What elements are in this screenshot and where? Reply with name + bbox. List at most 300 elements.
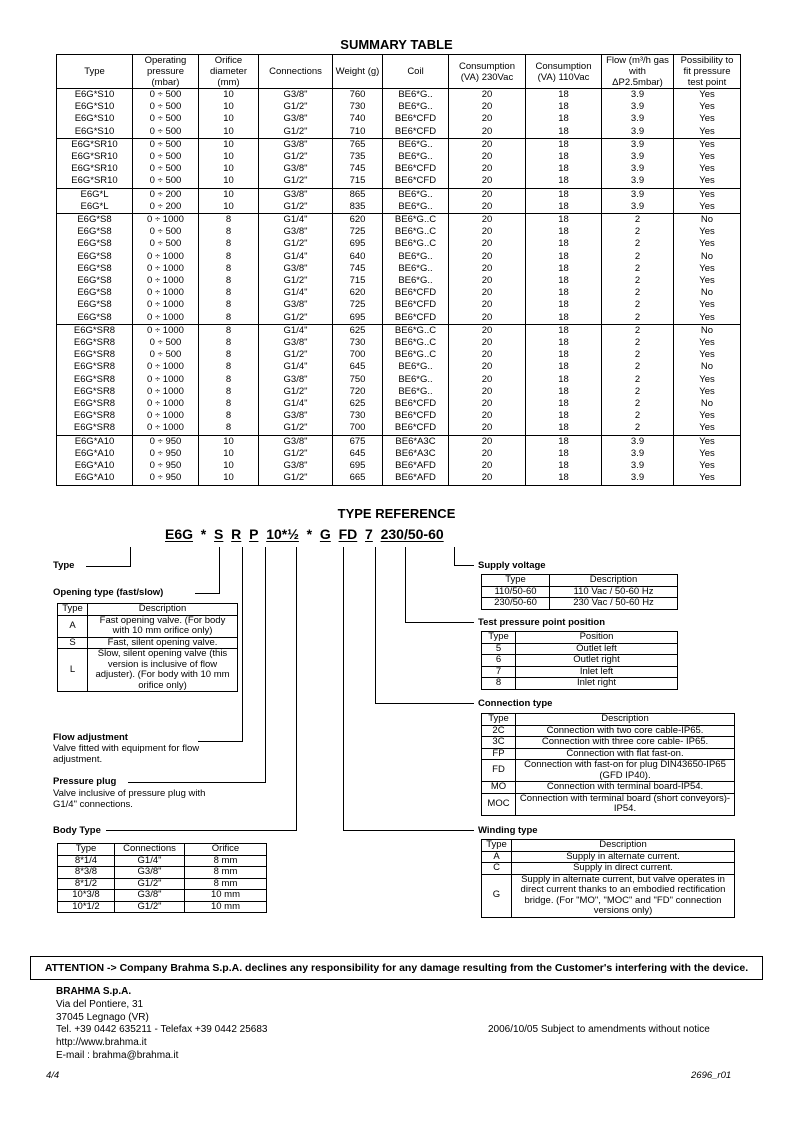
summary-cell: Yes [674,151,741,163]
summary-header-cell: Consumption (VA) 110Vac [526,55,602,89]
summary-cell: G3/8" [259,163,333,175]
summary-cell: BE6*CFD [383,113,449,125]
summary-cell: 2 [602,263,674,275]
summary-row [57,324,741,337]
summary-cell: 8 [199,299,259,311]
code-segment: S [214,526,224,542]
summary-cell: 2 [602,374,674,386]
summary-cell: 20 [449,151,526,163]
summary-cell: 20 [449,214,526,227]
summary-header-cell: Consumption (VA) 230Vac [449,55,526,89]
ref-cell: G1/4" [115,855,185,867]
page-number: 4/4 [46,1070,60,1081]
summary-cell: BE6*CFD [383,287,449,299]
summary-cell: 8 [199,275,259,287]
summary-cell: 675 [333,435,383,448]
ref-header-row [482,632,678,644]
summary-cell: 10 [199,89,259,102]
ref-cell: Inlet right [516,678,678,690]
summary-cell: 725 [333,226,383,238]
summary-cell: 18 [526,435,602,448]
summary-header-cell: Weight (g) [333,55,383,89]
summary-cell: 700 [333,422,383,435]
label-opening-type: Opening type (fast/slow) [53,587,164,598]
summary-cell: 730 [333,101,383,113]
label-supply-voltage: Supply voltage [478,560,546,571]
summary-cell: 0 ÷ 200 [133,201,199,214]
summary-cell: 0 ÷ 950 [133,435,199,448]
summary-cell: 18 [526,287,602,299]
summary-cell: G3/8" [259,460,333,472]
summary-row [57,175,741,188]
ref-cell: 110 Vac / 50-60 Hz [550,586,678,598]
summary-cell: 18 [526,374,602,386]
summary-cell: 8 [199,422,259,435]
summary-cell: E6G*A10 [57,472,133,485]
summary-cell: G1/4" [259,361,333,373]
summary-cell: BE6*G.. [383,361,449,373]
code-separator: * [306,526,313,542]
summary-cell: 3.9 [602,435,674,448]
code-segment: 230/50-60 [380,526,444,542]
ref-cell: Slow, silent opening valve (this version is inclusive of flow adjuster). (For body with 10 mm orifice only) [88,649,238,692]
summary-cell: E6G*SR8 [57,374,133,386]
summary-cell: 20 [449,312,526,325]
summary-cell: 18 [526,472,602,485]
summary-cell: 2 [602,349,674,361]
summary-cell: E6G*S8 [57,251,133,263]
summary-cell: 2 [602,238,674,250]
email-link[interactable]: E-mail : brahma@brahma.it [56,1050,179,1061]
summary-row [57,201,741,214]
summary-cell: 20 [449,275,526,287]
summary-cell: Yes [674,435,741,448]
summary-cell: G3/8" [259,410,333,422]
summary-cell: 18 [526,386,602,398]
summary-cell: G3/8" [259,113,333,125]
summary-cell: Yes [674,138,741,151]
ref-header-cell: Position [516,632,678,644]
summary-cell: E6G*SR8 [57,422,133,435]
summary-cell: E6G*A10 [57,448,133,460]
code-segment: 10*½ [266,526,299,542]
summary-cell: G3/8" [259,89,333,102]
ref-cell: C [482,863,512,875]
summary-cell: 0 ÷ 500 [133,337,199,349]
ref-cell: 8*1/4 [58,855,115,867]
summary-cell: 0 ÷ 500 [133,89,199,102]
summary-row [57,214,741,227]
summary-cell: BE6*G..C [383,337,449,349]
code-separator: * [200,526,207,542]
ref-cell: 10 mm [185,890,267,902]
summary-cell: 20 [449,422,526,435]
summary-cell: 18 [526,324,602,337]
summary-cell: G1/2" [259,151,333,163]
ref-cell: Supply in direct current. [512,863,735,875]
summary-cell: G1/2" [259,349,333,361]
summary-cell: 8 [199,386,259,398]
summary-cell: 10 [199,163,259,175]
ref-row [58,901,267,913]
pressure-plug-desc: Valve inclusive of pressure plug with G1/4" connections. [53,788,206,810]
summary-cell: 3.9 [602,163,674,175]
summary-cell: 18 [526,251,602,263]
summary-cell: G3/8" [259,337,333,349]
summary-cell: 2 [602,287,674,299]
summary-cell: E6G*SR8 [57,386,133,398]
summary-cell: BE6*CFD [383,299,449,311]
summary-cell: BE6*G..C [383,214,449,227]
summary-row [57,226,741,238]
summary-cell: E6G*S10 [57,89,133,102]
ref-row [482,782,735,794]
attention-notice: ATTENTION -> Company Brahma S.p.A. declines any responsibility for any damage resulting from the Customer's interfering with the device. [30,956,763,980]
summary-cell: Yes [674,275,741,287]
phone-fax: Tel. +39 0442 635211 - Telefax +39 0442 25683 [56,1024,268,1035]
summary-cell: 730 [333,410,383,422]
summary-cell: Yes [674,175,741,188]
ref-row [482,655,678,667]
summary-cell: 2 [602,275,674,287]
address-line-2: 37045 Legnago (VR) [56,1012,149,1023]
summary-cell: 3.9 [602,175,674,188]
summary-cell: 20 [449,188,526,201]
summary-cell: 745 [333,263,383,275]
summary-cell: 18 [526,163,602,175]
summary-cell: 0 ÷ 1000 [133,312,199,325]
website-link[interactable]: http://www.brahma.it [56,1037,147,1048]
ref-cell: 8*3/8 [58,867,115,879]
summary-cell: Yes [674,374,741,386]
ref-row [482,666,678,678]
ref-header-cell: Description [550,575,678,587]
summary-row [57,337,741,349]
code-segment: G [319,526,331,542]
summary-cell: 8 [199,263,259,275]
summary-cell: 20 [449,435,526,448]
ref-cell: MOC [482,793,516,815]
summary-cell: 740 [333,113,383,125]
summary-cell: 0 ÷ 500 [133,151,199,163]
summary-row [57,89,741,102]
summary-cell: BE6*CFD [383,410,449,422]
summary-cell: Yes [674,386,741,398]
summary-cell: 0 ÷ 500 [133,226,199,238]
summary-cell: 10 [199,435,259,448]
summary-cell: 695 [333,238,383,250]
summary-cell: 720 [333,386,383,398]
summary-cell: 0 ÷ 500 [133,163,199,175]
summary-cell: 18 [526,410,602,422]
summary-cell: E6G*S8 [57,312,133,325]
summary-cell: BE6*CFD [383,175,449,188]
code-segment: 7 [365,526,373,542]
summary-cell: 20 [449,263,526,275]
label-connection-type: Connection type [478,698,553,709]
summary-cell: BE6*G..C [383,226,449,238]
ref-cell: 2C [482,725,516,737]
summary-cell: 8 [199,410,259,422]
summary-cell: 18 [526,238,602,250]
ref-row [58,878,267,890]
summary-cell: BE6*AFD [383,472,449,485]
summary-cell: E6G*S8 [57,226,133,238]
summary-cell: 10 [199,188,259,201]
ref-cell: Connection with terminal board (short conveyors)-IP54. [516,793,735,815]
summary-row [57,287,741,299]
summary-cell: G1/4" [259,287,333,299]
ref-cell: MO [482,782,516,794]
summary-row [57,238,741,250]
summary-cell: 2 [602,398,674,410]
ref-cell: A [482,851,512,863]
summary-cell: Yes [674,410,741,422]
summary-cell: BE6*G.. [383,275,449,287]
summary-cell: 20 [449,398,526,410]
summary-cell: E6G*S8 [57,275,133,287]
summary-cell: E6G*SR10 [57,151,133,163]
label-type: Type [53,560,75,571]
summary-cell: E6G*A10 [57,460,133,472]
ref-header-cell: Description [88,604,238,616]
ref-header-row [482,575,678,587]
summary-header-cell: Connections [259,55,333,89]
ref-header-cell: Type [482,632,516,644]
summary-cell: 765 [333,138,383,151]
summary-cell: 10 [199,201,259,214]
summary-cell: 760 [333,89,383,102]
summary-cell: 0 ÷ 1000 [133,374,199,386]
summary-cell: G1/4" [259,324,333,337]
summary-cell: 0 ÷ 500 [133,101,199,113]
ref-row [482,643,678,655]
summary-cell: 10 [199,448,259,460]
summary-cell: 0 ÷ 950 [133,448,199,460]
summary-cell: 18 [526,299,602,311]
summary-cell: 20 [449,113,526,125]
summary-cell: G3/8" [259,188,333,201]
summary-cell: BE6*CFD [383,422,449,435]
summary-row [57,374,741,386]
summary-header-cell: Operating pressure (mbar) [133,55,199,89]
summary-cell: G1/2" [259,201,333,214]
ref-cell: 8 mm [185,867,267,879]
summary-cell: G3/8" [259,299,333,311]
ref-cell: Connection with two core cable-IP65. [516,725,735,737]
summary-cell: G3/8" [259,138,333,151]
ref-cell: 230/50-60 [482,598,550,610]
summary-cell: BE6*G..C [383,324,449,337]
summary-cell: BE6*G.. [383,374,449,386]
summary-cell: 18 [526,113,602,125]
summary-cell: 20 [449,201,526,214]
ref-header-cell: Type [58,604,88,616]
document-code: 2696_r01 [691,1070,732,1081]
summary-cell: 8 [199,214,259,227]
summary-cell: Yes [674,201,741,214]
ref-row [482,598,678,610]
summary-cell: 8 [199,374,259,386]
ref-row [58,855,267,867]
ref-header-cell: Type [482,840,512,852]
summary-cell: 20 [449,226,526,238]
ref-cell: Connection with fast-on for plug DIN43650-IP65 (GFD IP40). [516,760,735,782]
summary-cell: BE6*A3C [383,435,449,448]
ref-cell: G1/2" [115,901,185,913]
summary-cell: 20 [449,386,526,398]
summary-cell: 0 ÷ 1000 [133,299,199,311]
summary-cell: 0 ÷ 950 [133,460,199,472]
summary-cell: Yes [674,299,741,311]
summary-cell: Yes [674,163,741,175]
summary-cell: 18 [526,126,602,139]
summary-cell: G1/2" [259,386,333,398]
summary-cell: 2 [602,299,674,311]
summary-title: SUMMARY TABLE [340,37,453,52]
connection-type-table [481,713,735,816]
summary-cell: 20 [449,472,526,485]
summary-cell: E6G*SR8 [57,398,133,410]
summary-cell: 725 [333,299,383,311]
summary-cell: Yes [674,126,741,139]
ref-cell: S [58,637,88,649]
summary-cell: G1/2" [259,312,333,325]
summary-cell: BE6*G.. [383,89,449,102]
summary-row [57,275,741,287]
summary-cell: 2 [602,337,674,349]
summary-cell: 8 [199,324,259,337]
summary-cell: G1/2" [259,422,333,435]
summary-cell: 20 [449,460,526,472]
summary-cell: E6G*SR10 [57,163,133,175]
date-note: 2006/10/05 Subject to amendments without notice [488,1024,710,1035]
ref-cell: 8*1/2 [58,878,115,890]
summary-row [57,163,741,175]
summary-cell: 20 [449,101,526,113]
summary-cell: 20 [449,238,526,250]
summary-cell: E6G*S8 [57,214,133,227]
ref-cell: 8 [482,678,516,690]
summary-body [57,89,741,486]
summary-cell: 0 ÷ 500 [133,238,199,250]
summary-cell: 0 ÷ 1000 [133,263,199,275]
summary-row [57,312,741,325]
ref-header-row [58,604,238,616]
summary-cell: BE6*G.. [383,101,449,113]
summary-cell: 20 [449,89,526,102]
summary-cell: 8 [199,349,259,361]
summary-cell: E6G*SR10 [57,138,133,151]
summary-cell: E6G*SR10 [57,175,133,188]
type-code [165,526,444,542]
summary-cell: 20 [449,175,526,188]
summary-cell: 20 [449,337,526,349]
summary-cell: 3.9 [602,201,674,214]
summary-row [57,361,741,373]
summary-cell: 0 ÷ 1000 [133,422,199,435]
summary-cell: 18 [526,448,602,460]
summary-cell: 18 [526,226,602,238]
summary-cell: BE6*A3C [383,448,449,460]
summary-cell: 645 [333,361,383,373]
summary-row [57,113,741,125]
summary-cell: 0 ÷ 1000 [133,410,199,422]
summary-cell: 18 [526,422,602,435]
summary-row [57,151,741,163]
summary-cell: 3.9 [602,89,674,102]
label-body-type: Body Type [53,825,101,836]
summary-cell: BE6*G.. [383,138,449,151]
summary-row [57,263,741,275]
summary-cell: Yes [674,448,741,460]
label-pressure-plug: Pressure plug [53,776,117,787]
summary-cell: 2 [602,226,674,238]
opening-type-table [57,603,238,692]
summary-row [57,126,741,139]
summary-cell: 8 [199,287,259,299]
summary-cell: 8 [199,361,259,373]
summary-cell: E6G*S10 [57,113,133,125]
ref-header-cell: Connections [115,844,185,856]
summary-cell: Yes [674,188,741,201]
summary-cell: 18 [526,175,602,188]
summary-cell: 3.9 [602,113,674,125]
summary-cell: 735 [333,151,383,163]
summary-cell: 20 [449,138,526,151]
summary-cell: E6G*SR8 [57,349,133,361]
summary-cell: 710 [333,126,383,139]
summary-row [57,138,741,151]
summary-cell: 865 [333,188,383,201]
summary-cell: 10 [199,138,259,151]
summary-cell: BE6*G.. [383,151,449,163]
ref-cell: Inlet left [516,666,678,678]
summary-cell: 620 [333,287,383,299]
summary-cell: 0 ÷ 1000 [133,287,199,299]
summary-cell: BE6*G..C [383,349,449,361]
ref-row [58,867,267,879]
company-name: BRAHMA S.p.A. [56,986,132,997]
summary-cell: 10 [199,472,259,485]
summary-cell: 20 [449,126,526,139]
summary-cell: E6G*S8 [57,238,133,250]
summary-cell: BE6*G.. [383,386,449,398]
summary-cell: 3.9 [602,101,674,113]
ref-header-row [482,714,735,726]
summary-cell: No [674,398,741,410]
summary-cell: 18 [526,201,602,214]
summary-cell: 0 ÷ 1000 [133,361,199,373]
summary-table [56,54,741,486]
ref-cell: Supply in alternate current. [512,851,735,863]
ref-row [482,737,735,749]
summary-cell: 20 [449,374,526,386]
ref-cell: 6 [482,655,516,667]
summary-cell: 2 [602,410,674,422]
flow-adjustment-desc: Valve fitted with equipment for flow adjustment. [53,743,200,765]
summary-cell: 0 ÷ 1000 [133,214,199,227]
summary-cell: 2 [602,312,674,325]
summary-cell: G3/8" [259,263,333,275]
summary-cell: 645 [333,448,383,460]
ref-cell: Connection with flat fast-on. [516,748,735,760]
ref-row [482,586,678,598]
summary-cell: No [674,361,741,373]
summary-cell: 625 [333,398,383,410]
summary-row [57,349,741,361]
label-test-point: Test pressure point position [478,617,606,628]
